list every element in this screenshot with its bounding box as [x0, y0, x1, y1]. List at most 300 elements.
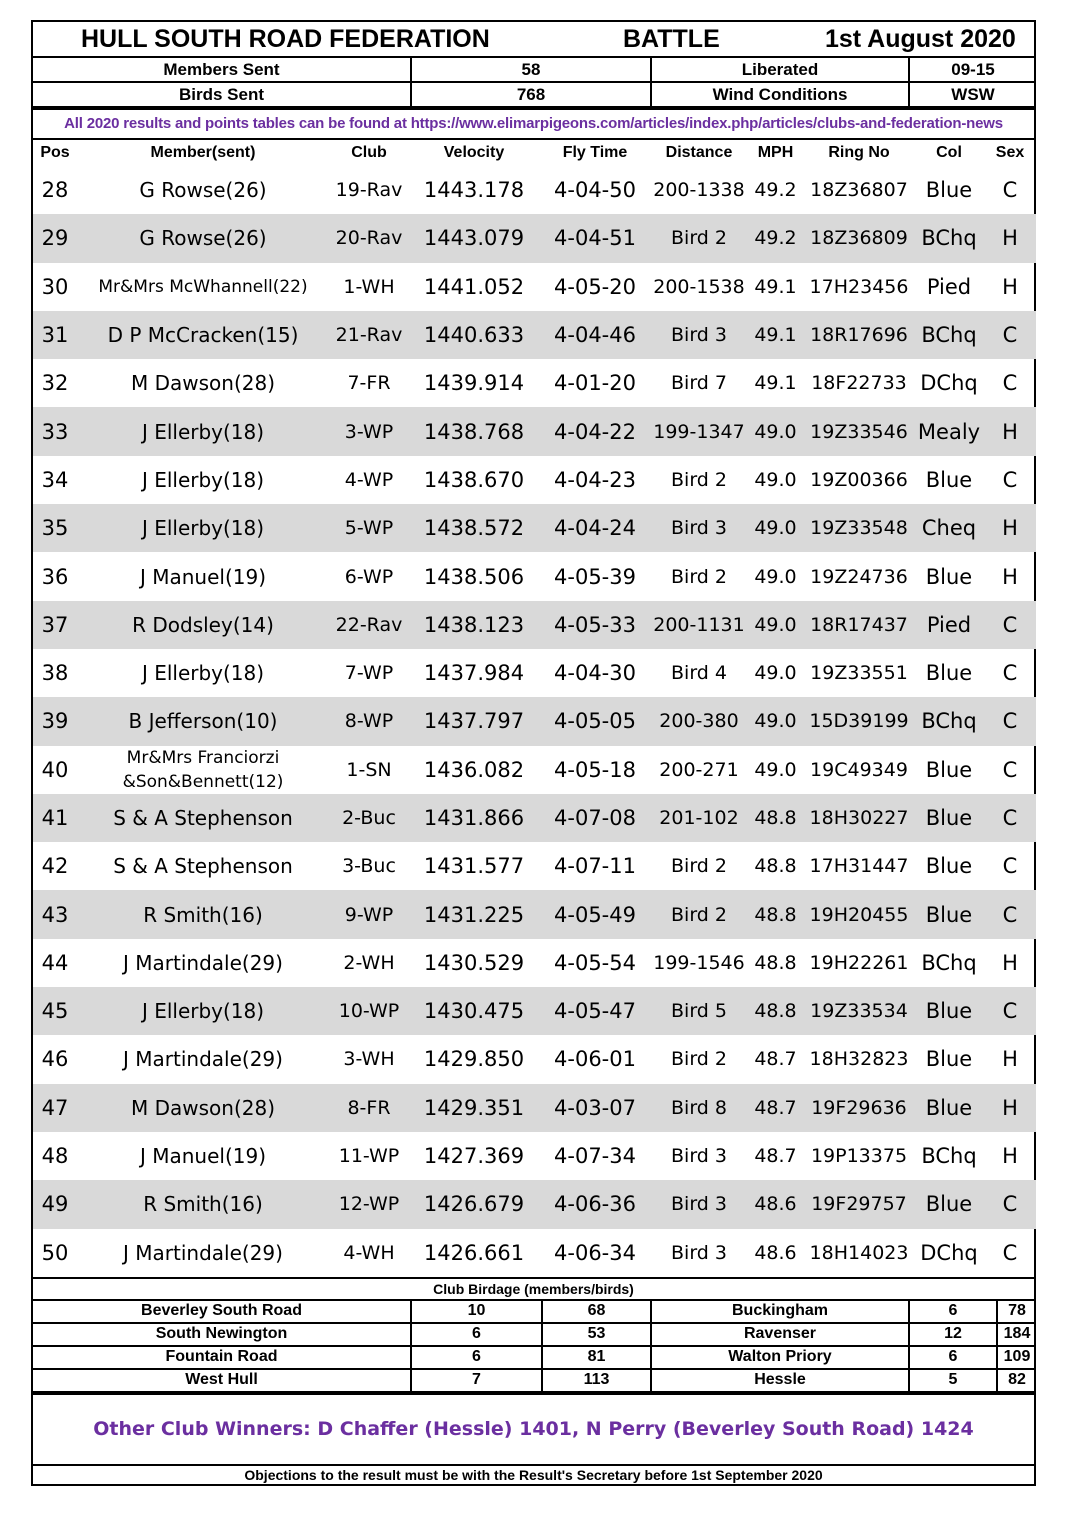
cell-member: S & A Stephenson — [113, 854, 293, 879]
cell-colour: Blue — [914, 890, 984, 938]
cell-club: 7-FR — [347, 372, 391, 395]
cell-distance: 200-1538 — [653, 275, 745, 298]
cell-velocity: 1437.984 — [423, 661, 525, 686]
cell-distance: Bird 2 — [671, 468, 727, 491]
cell-sex: C — [984, 987, 1036, 1035]
cell-colour: DChq — [920, 1240, 978, 1265]
table-row — [33, 166, 1036, 214]
birdage-club-name: Walton Priory — [651, 1346, 909, 1369]
col-header-col: Col — [936, 144, 962, 161]
cell-pos: 44 — [41, 950, 69, 975]
cell-member: J Martindale(29) — [123, 1240, 283, 1265]
cell-club: 4-WH — [343, 1241, 395, 1264]
cell-club: 8-FR — [329, 1084, 409, 1132]
table-row — [33, 649, 1036, 697]
race-date: 1st August 2020 — [825, 25, 1016, 53]
cell-mph: 49.0 — [754, 758, 797, 781]
col-header-distance: Distance — [665, 144, 733, 161]
cell-velocity: 1431.577 — [423, 854, 525, 879]
results-header — [33, 140, 1036, 166]
col-header-pos: Pos — [40, 144, 70, 161]
cell-pos: 29 — [33, 214, 77, 262]
table-row — [33, 890, 1036, 938]
cell-fly-time: 4-06-01 — [554, 1047, 636, 1072]
col-header-ring-no: Ring No — [828, 144, 890, 161]
cell-sex: C — [1002, 757, 1018, 782]
cell-velocity: 1430.475 — [409, 987, 539, 1035]
results-link-note: All 2020 results and points tables can be found at https://www.elimarpigeons.com/articles/index.php/articles/clubs-and-federation-news — [33, 108, 1034, 140]
cell-distance: Bird 4 — [671, 662, 727, 685]
table-row — [33, 504, 1036, 552]
cell-member: J Ellerby(18) — [77, 407, 329, 455]
cell-pos: 47 — [33, 1084, 77, 1132]
table-row — [33, 1035, 1036, 1083]
cell-mph: 48.7 — [747, 1084, 804, 1132]
table-row — [33, 697, 1036, 745]
cell-mph: 49.0 — [747, 697, 804, 745]
cell-fly-time: 4-05-49 — [539, 890, 651, 938]
cell-colour: Blue — [925, 178, 973, 203]
cell-pos: 28 — [41, 178, 69, 203]
cell-pos: 49 — [33, 1180, 77, 1228]
cell-sex: H — [1002, 1144, 1018, 1169]
cell-mph: 48.8 — [747, 890, 804, 938]
results-body — [33, 166, 1036, 1277]
cell-club: 3-WP — [329, 407, 409, 455]
cell-member: J Martindale(29) — [123, 950, 283, 975]
cell-velocity: 1431.866 — [409, 794, 539, 842]
cell-club: 19-Rav — [335, 179, 403, 202]
birdage-members: 6 — [909, 1301, 997, 1323]
cell-member: J Ellerby(18) — [77, 987, 329, 1035]
cell-ring-no: 18Z36807 — [810, 179, 908, 202]
cell-fly-time: 4-04-50 — [554, 178, 636, 203]
cell-pos: 43 — [33, 890, 77, 938]
cell-club: 22-Rav — [329, 601, 409, 649]
cell-member: D P McCracken(15) — [77, 311, 329, 359]
race-info-table — [33, 58, 1036, 108]
cell-mph: 48.8 — [754, 951, 797, 974]
cell-ring-no: 19F29757 — [804, 1180, 914, 1228]
objections-notice: Objections to the result must be with the Result's Secretary before 1st September 2020 — [244, 1466, 823, 1483]
birdage-members: 5 — [909, 1369, 997, 1392]
cell-ring-no: 18R17696 — [804, 311, 914, 359]
cell-velocity: 1438.670 — [423, 467, 525, 492]
cell-distance: Bird 5 — [651, 987, 747, 1035]
cell-ring-no: 18H32823 — [809, 1048, 909, 1071]
cell-pos: 40 — [41, 757, 69, 782]
cell-club: 3-WH — [343, 1048, 395, 1071]
cell-ring-no: 19Z00366 — [810, 468, 908, 491]
cell-mph: 48.8 — [747, 987, 804, 1035]
birdage-members: 6 — [909, 1346, 997, 1369]
cell-fly-time: 4-07-08 — [539, 794, 651, 842]
table-row — [33, 746, 1036, 794]
col-header-mph: MPH — [757, 144, 794, 161]
birdage-club-name: Beverley South Road — [33, 1301, 411, 1323]
cell-distance: 200-1338 — [653, 179, 745, 202]
cell-member: J Ellerby(18) — [77, 504, 329, 552]
cell-fly-time: 4-06-36 — [539, 1180, 651, 1228]
cell-fly-time: 4-05-47 — [539, 987, 651, 1035]
table-row — [33, 1180, 1036, 1228]
cell-member: G Rowse(26) — [77, 214, 329, 262]
cell-pos: 42 — [41, 854, 69, 879]
cell-colour: Pied — [926, 274, 972, 299]
cell-sex: C — [1002, 371, 1018, 396]
members-sent-label: Members Sent — [33, 58, 411, 82]
cell-sex: C — [984, 697, 1036, 745]
cell-sex: C — [1002, 661, 1018, 686]
cell-fly-time: 4-04-46 — [539, 311, 651, 359]
cell-colour: Blue — [925, 564, 973, 589]
cell-ring-no: 19Z33534 — [804, 987, 914, 1035]
cell-sex: C — [1002, 854, 1018, 879]
cell-pos: 38 — [41, 661, 69, 686]
cell-pos: 37 — [33, 601, 77, 649]
cell-distance: 200-1131 — [651, 601, 747, 649]
cell-sex: C — [984, 601, 1036, 649]
cell-member: Mr&Mrs McWhannell(22) — [98, 276, 308, 297]
cell-mph: 48.8 — [754, 855, 797, 878]
table-row — [33, 359, 1036, 407]
cell-sex: H — [1002, 950, 1018, 975]
cell-pos: 33 — [33, 407, 77, 455]
cell-mph: 49.2 — [754, 179, 797, 202]
cell-fly-time: 4-04-51 — [539, 214, 651, 262]
cell-colour: Cheq — [914, 504, 984, 552]
birdage-members: 6 — [411, 1346, 542, 1369]
cell-mph: 48.6 — [754, 1241, 797, 1264]
cell-fly-time: 4-07-11 — [554, 854, 636, 879]
cell-distance: 199-1546 — [653, 951, 745, 974]
cell-velocity: 1438.506 — [423, 564, 525, 589]
club-birdage-title: Club Birdage (members/birds) — [33, 1277, 1034, 1301]
cell-velocity: 1438.572 — [409, 504, 539, 552]
cell-member: J Manuel(19) — [139, 1144, 267, 1169]
birdage-club-name: South Newington — [33, 1323, 411, 1346]
cell-mph: 49.0 — [747, 504, 804, 552]
cell-ring-no: 17H31447 — [809, 855, 909, 878]
cell-member: R Smith(16) — [77, 890, 329, 938]
cell-velocity: 1429.850 — [423, 1047, 525, 1072]
cell-velocity: 1440.633 — [409, 311, 539, 359]
birdage-row — [33, 1301, 1036, 1323]
cell-sex: C — [984, 1180, 1036, 1228]
cell-distance: 199-1347 — [651, 407, 747, 455]
birdage-club-name: Hessle — [651, 1369, 909, 1392]
cell-colour: Blue — [925, 1047, 973, 1072]
results-sheet — [31, 20, 1036, 1486]
cell-member: R Dodsley(14) — [77, 601, 329, 649]
cell-sex: C — [984, 794, 1036, 842]
cell-ring-no: 19Z33551 — [810, 662, 908, 685]
cell-distance: Bird 3 — [671, 1241, 727, 1264]
col-header-member: Member(sent) — [150, 144, 256, 161]
cell-ring-no: 19F29636 — [804, 1084, 914, 1132]
cell-pos: 30 — [41, 274, 69, 299]
cell-club: 2-WH — [343, 951, 395, 974]
cell-distance: Bird 7 — [671, 372, 727, 395]
table-row — [33, 842, 1036, 890]
cell-fly-time: 4-04-23 — [554, 467, 636, 492]
cell-ring-no: 19Z33548 — [804, 504, 914, 552]
cell-colour: BChq — [921, 950, 977, 975]
other-club-winners: Other Club Winners: D Chaffer (Hessle) 1401, N Perry (Beverley South Road) 1424 — [33, 1393, 1034, 1466]
cell-pos: 41 — [33, 794, 77, 842]
cell-ring-no: 19H22261 — [809, 951, 909, 974]
cell-velocity: 1443.079 — [409, 214, 539, 262]
table-row — [33, 263, 1036, 311]
cell-member: J Ellerby(18) — [141, 661, 265, 686]
table-row — [33, 407, 1036, 455]
cell-velocity: 1438.768 — [409, 407, 539, 455]
cell-sex: H — [1002, 274, 1018, 299]
col-header-velocity: Velocity — [443, 144, 505, 161]
members-sent-value: 58 — [411, 58, 651, 82]
cell-distance: Bird 8 — [651, 1084, 747, 1132]
cell-fly-time: 4-01-20 — [554, 371, 636, 396]
cell-member: J Ellerby(18) — [141, 467, 265, 492]
cell-club: 3-Buc — [342, 855, 396, 878]
cell-club: 5-WP — [329, 504, 409, 552]
cell-club: 9-WP — [329, 890, 409, 938]
birds-sent-value: 768 — [411, 82, 651, 107]
cell-fly-time: 4-06-34 — [554, 1240, 636, 1265]
cell-member: B Jefferson(10) — [77, 697, 329, 745]
table-row — [33, 456, 1036, 504]
liberated-value: 09-15 — [909, 58, 1036, 82]
cell-velocity: 1426.661 — [423, 1240, 525, 1265]
cell-colour: BChq — [914, 311, 984, 359]
table-row — [33, 794, 1036, 842]
table-row — [33, 552, 1036, 600]
cell-colour: Pied — [914, 601, 984, 649]
cell-club: 2-Buc — [329, 794, 409, 842]
cell-mph: 49.1 — [747, 311, 804, 359]
cell-mph: 49.0 — [754, 468, 797, 491]
cell-velocity: 1438.123 — [409, 601, 539, 649]
info-row-birds — [33, 82, 1036, 107]
cell-velocity: 1441.052 — [423, 274, 525, 299]
wind-value: WSW — [909, 82, 1036, 107]
table-row — [33, 987, 1036, 1035]
cell-pos: 50 — [41, 1240, 69, 1265]
title-bar — [33, 22, 1034, 58]
cell-club: 8-WP — [329, 697, 409, 745]
cell-club: 1-SN — [346, 758, 392, 781]
cell-colour: Blue — [925, 854, 973, 879]
cell-distance: Bird 3 — [671, 1145, 727, 1168]
cell-distance: Bird 2 — [651, 214, 747, 262]
cell-sex: H — [1002, 564, 1018, 589]
cell-colour: BChq — [914, 214, 984, 262]
cell-member: J Manuel(19) — [139, 564, 267, 589]
cell-member: R Smith(16) — [77, 1180, 329, 1228]
cell-mph: 49.1 — [754, 372, 797, 395]
cell-sex: C — [984, 311, 1036, 359]
cell-fly-time: 4-03-07 — [539, 1084, 651, 1132]
cell-club: 10-WP — [329, 987, 409, 1035]
cell-ring-no: 18H14023 — [809, 1241, 909, 1264]
cell-member: M Dawson(28) — [130, 371, 275, 396]
cell-ring-no: 19P13375 — [810, 1145, 908, 1168]
cell-sex: C — [1002, 178, 1018, 203]
cell-mph: 49.0 — [747, 407, 804, 455]
cell-ring-no: 18H30227 — [804, 794, 914, 842]
cell-fly-time: 4-04-22 — [539, 407, 651, 455]
cell-ring-no: 18F22733 — [811, 372, 907, 395]
cell-ring-no: 19Z33546 — [804, 407, 914, 455]
cell-fly-time: 4-05-33 — [539, 601, 651, 649]
birdage-birds: 184 — [997, 1323, 1036, 1346]
cell-club: 21-Rav — [329, 311, 409, 359]
birdage-club-name: Buckingham — [651, 1301, 909, 1323]
cell-velocity: 1426.679 — [409, 1180, 539, 1228]
cell-sex: C — [1002, 1240, 1018, 1265]
cell-member: S & A Stephenson — [77, 794, 329, 842]
cell-sex: C — [1002, 467, 1018, 492]
table-row — [33, 1084, 1036, 1132]
cell-distance: Bird 2 — [671, 855, 727, 878]
cell-velocity: 1439.914 — [423, 371, 525, 396]
col-header-sex: Sex — [995, 144, 1025, 161]
cell-velocity: 1430.529 — [423, 950, 525, 975]
cell-distance: Bird 2 — [671, 1048, 727, 1071]
cell-colour: DChq — [920, 371, 978, 396]
cell-sex: C — [984, 890, 1036, 938]
cell-colour: Blue — [914, 987, 984, 1035]
cell-pos: 46 — [41, 1047, 69, 1072]
cell-distance: 200-271 — [659, 758, 739, 781]
federation-title: HULL SOUTH ROAD FEDERATION — [81, 25, 490, 53]
birdage-row — [33, 1346, 1036, 1369]
wind-label: Wind Conditions — [651, 82, 909, 107]
cell-fly-time: 4-05-05 — [539, 697, 651, 745]
cell-mph: 49.0 — [754, 565, 797, 588]
cell-colour: BChq — [921, 1144, 977, 1169]
cell-pos: 39 — [33, 697, 77, 745]
cell-fly-time: 4-05-20 — [554, 274, 636, 299]
birdage-birds: 82 — [997, 1369, 1036, 1392]
cell-fly-time: 4-05-39 — [554, 564, 636, 589]
cell-member: M Dawson(28) — [77, 1084, 329, 1132]
cell-sex: H — [984, 504, 1036, 552]
cell-fly-time: 4-07-34 — [554, 1144, 636, 1169]
cell-colour: Blue — [925, 757, 973, 782]
cell-mph: 48.8 — [747, 794, 804, 842]
cell-colour: Blue — [925, 661, 973, 686]
birdage-club-name: West Hull — [33, 1369, 411, 1392]
cell-fly-time: 4-04-30 — [554, 661, 636, 686]
table-row — [33, 1132, 1036, 1180]
cell-fly-time: 4-04-24 — [539, 504, 651, 552]
col-header-fly-time: Fly Time — [562, 144, 628, 161]
birdage-row — [33, 1369, 1036, 1392]
cell-colour: BChq — [914, 697, 984, 745]
cell-velocity: 1429.351 — [409, 1084, 539, 1132]
cell-ring-no: 17H23456 — [809, 275, 909, 298]
table-row — [33, 214, 1036, 262]
cell-club: 4-WP — [344, 468, 394, 491]
cell-distance: Bird 3 — [651, 311, 747, 359]
cell-distance: Bird 3 — [651, 1180, 747, 1228]
info-row-members — [33, 58, 1036, 82]
cell-club: 12-WP — [329, 1180, 409, 1228]
birdage-birds: 109 — [997, 1346, 1036, 1369]
birdage-birds: 68 — [542, 1301, 651, 1323]
cell-pos: 45 — [33, 987, 77, 1035]
cell-fly-time: 4-05-18 — [554, 757, 636, 782]
cell-pos: 36 — [41, 564, 69, 589]
birdage-members: 10 — [411, 1301, 542, 1323]
cell-colour: Blue — [914, 1084, 984, 1132]
birdage-members: 12 — [909, 1323, 997, 1346]
birdage-birds: 53 — [542, 1323, 651, 1346]
cell-ring-no: 19H20455 — [804, 890, 914, 938]
cell-mph: 49.0 — [754, 662, 797, 685]
cell-mph: 48.7 — [754, 1145, 797, 1168]
cell-member: G Rowse(26) — [139, 178, 267, 203]
cell-club: 7-WP — [344, 662, 394, 685]
cell-velocity: 1427.369 — [423, 1144, 525, 1169]
cell-velocity: 1436.082 — [423, 757, 525, 782]
cell-velocity: 1437.797 — [409, 697, 539, 745]
cell-distance: 200-380 — [651, 697, 747, 745]
cell-club: 6-WP — [344, 565, 394, 588]
birdage-members: 6 — [411, 1323, 542, 1346]
cell-sex: H — [984, 214, 1036, 262]
cell-ring-no: 18Z36809 — [804, 214, 914, 262]
birdage-club-name: Fountain Road — [33, 1346, 411, 1369]
cell-mph: 48.6 — [747, 1180, 804, 1228]
cell-ring-no: 15D39199 — [804, 697, 914, 745]
cell-colour: Blue — [914, 1180, 984, 1228]
cell-ring-no: 18R17437 — [804, 601, 914, 649]
cell-member: J Martindale(29) — [123, 1047, 283, 1072]
cell-colour: Blue — [925, 467, 973, 492]
cell-member: Mr&Mrs Franciorzi &Son&Bennett(12) — [122, 747, 284, 792]
birdage-club-name: Ravenser — [651, 1323, 909, 1346]
cell-fly-time: 4-05-54 — [554, 950, 636, 975]
cell-mph: 48.7 — [754, 1048, 797, 1071]
col-header-club: Club — [351, 144, 387, 161]
cell-club: 20-Rav — [329, 214, 409, 262]
cell-sex: H — [984, 407, 1036, 455]
cell-colour: Mealy — [914, 407, 984, 455]
cell-club: 1-WH — [343, 275, 395, 298]
birdage-members: 7 — [411, 1369, 542, 1392]
birdage-row — [33, 1323, 1036, 1346]
table-row — [33, 939, 1036, 987]
table-row — [33, 311, 1036, 359]
cell-pos: 35 — [33, 504, 77, 552]
birdage-birds: 78 — [997, 1301, 1036, 1323]
cell-mph: 49.1 — [754, 275, 797, 298]
cell-distance: 201-102 — [651, 794, 747, 842]
cell-pos: 31 — [33, 311, 77, 359]
cell-sex: H — [1002, 1047, 1018, 1072]
cell-ring-no: 19C49349 — [810, 758, 908, 781]
cell-distance: Bird 3 — [651, 504, 747, 552]
cell-sex: H — [984, 1084, 1036, 1132]
race-name: BATTLE — [623, 25, 720, 53]
cell-distance: Bird 2 — [651, 890, 747, 938]
club-birdage-table — [33, 1301, 1036, 1393]
cell-pos: 48 — [41, 1144, 69, 1169]
cell-distance: Bird 2 — [671, 565, 727, 588]
birdage-birds: 81 — [542, 1346, 651, 1369]
